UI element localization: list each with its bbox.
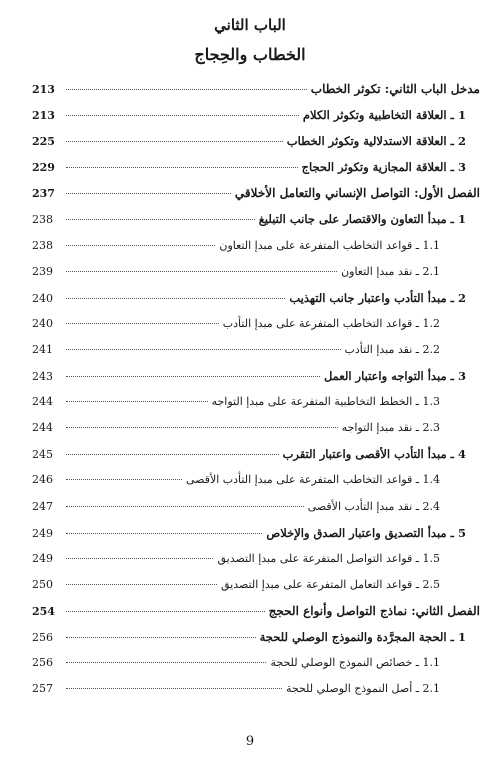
toc-entry-page: 229 — [32, 161, 55, 175]
dot-leader — [66, 627, 256, 638]
dot-leader — [66, 469, 182, 480]
toc-entry-title: 1 ـ الحجة المجرَّدة والنموذج الوصلي للحجة — [259, 629, 466, 644]
toc-entry-page: 239 — [32, 264, 53, 278]
part-heading: الباب الثاني — [214, 16, 286, 34]
toc-entry-page: 244 — [32, 395, 53, 409]
toc-entry-title: 1.2 ـ قواعد التخاطب المتفرعة على مبدإ التأدب — [222, 316, 440, 330]
toc-entry-page: 225 — [32, 135, 55, 149]
toc-entry-title: 1 ـ مبدأ التعاون والاقتصار على جانب التبليغ — [258, 212, 466, 227]
toc-entry-title: 1.5 ـ قواعد التواصل المتفرعة على مبدإ التصديق — [217, 551, 440, 565]
dot-leader — [66, 157, 298, 168]
toc-entry-page: 254 — [32, 604, 55, 618]
toc-entry — [32, 520, 480, 546]
toc-entry-title: 1.4 ـ قواعد التخاطب المتفرعة على مبدإ التأدب الأقصى — [186, 473, 440, 487]
toc-entry — [32, 598, 480, 624]
toc-entry — [32, 259, 480, 285]
toc-entry-page: 240 — [32, 316, 53, 330]
toc-entry — [32, 572, 480, 598]
toc-entry-page: 213 — [32, 109, 55, 123]
toc-entry — [32, 337, 480, 363]
toc-entry-title: 2.2 ـ نقد مبدإ التأدب — [344, 342, 440, 356]
toc-entry — [32, 311, 480, 337]
toc-entry — [32, 206, 480, 232]
toc-entry — [32, 233, 480, 259]
toc-entry-page: 237 — [32, 187, 55, 201]
toc-entry-title: مدخل الباب الثاني: تكوثر الخطاب — [310, 82, 480, 96]
toc-entry-page: 256 — [32, 630, 53, 644]
toc-entry-title: 1.1 ـ خصائص النموذج الوصلي للحجة — [270, 656, 440, 670]
toc-entry — [32, 441, 480, 467]
toc-entry-page: 213 — [32, 83, 55, 96]
table-of-contents — [32, 76, 480, 702]
toc-entry-title: 2.1 ـ نقد مبدإ التعاون — [341, 264, 440, 278]
dot-leader — [66, 105, 299, 116]
dot-leader — [66, 261, 337, 272]
toc-entry — [32, 624, 480, 650]
toc-entry — [32, 494, 480, 520]
toc-entry — [32, 128, 480, 154]
toc-entry — [32, 102, 480, 128]
toc-entry-page: 243 — [32, 370, 53, 384]
toc-entry-page: 249 — [32, 526, 53, 540]
toc-entry-title: الفصل الأول: التواصل الإنساني والتعامل الأخلاقي — [234, 186, 480, 201]
dot-leader — [66, 288, 285, 299]
dot-leader — [66, 444, 279, 455]
dot-leader — [66, 209, 255, 220]
toc-entry — [32, 154, 480, 180]
toc-entry-page: 240 — [32, 291, 53, 305]
toc-entry-page: 246 — [32, 473, 53, 487]
toc-entry-page: 238 — [32, 238, 53, 252]
toc-entry — [32, 467, 480, 493]
toc-entry-page: 250 — [32, 577, 53, 591]
toc-entry — [32, 285, 480, 311]
toc-entry — [32, 650, 480, 676]
toc-entry-page: 241 — [32, 342, 53, 356]
dot-leader — [66, 366, 320, 377]
toc-entry-title: 3 ـ العلاقة المجازية وتكوثر الحجاج — [301, 160, 466, 175]
toc-entry-page: 238 — [32, 213, 53, 227]
toc-entry-page: 245 — [32, 448, 53, 462]
dot-leader — [66, 417, 338, 428]
toc-entry-title: 2 ـ العلاقة الاستدلالية وتكوثر الخطاب — [286, 134, 466, 149]
toc-entry-page: 247 — [32, 499, 53, 513]
toc-entry-page: 257 — [32, 682, 53, 696]
dot-leader — [66, 339, 341, 350]
page-number: 9 — [245, 734, 255, 749]
toc-entry-title: 2.5 ـ قواعد التعامل المتفرعة على مبدإ التصديق — [220, 577, 440, 591]
toc-entry-title: 1.3 ـ الخطط التخاطبية المتفرعة على مبدإ التواجه — [211, 395, 440, 409]
toc-entry-title: 1.1 ـ قواعد التخاطب المتفرعة على مبدإ التعاون — [219, 238, 440, 252]
toc-entry-title: 5 ـ مبدأ التصديق واعتبار الصدق والإخلاص — [266, 525, 466, 540]
dot-leader — [66, 678, 282, 689]
dot-leader — [66, 183, 231, 194]
toc-entry — [32, 546, 480, 572]
toc-entry-title: 2.4 ـ نقد مبدإ التأدب الأقصى — [307, 499, 440, 513]
toc-entry-title: الفصل الثاني: نماذج التواصل وأنواع الحجج — [268, 603, 480, 618]
toc-entry — [32, 180, 480, 206]
toc-entry-title: 3 ـ مبدأ التواجه واعتبار العمل — [323, 369, 466, 384]
toc-entry-title: 2.3 ـ نقد مبدإ التواجه — [341, 421, 440, 435]
dot-leader — [66, 574, 217, 585]
dot-leader — [66, 523, 262, 534]
toc-entry — [32, 676, 480, 702]
dot-leader — [66, 235, 215, 246]
toc-entry-page: 244 — [32, 421, 53, 435]
dot-leader — [66, 131, 283, 142]
toc-entry-title: 4 ـ مبدأ التأدب الأقصى واعتبار التقرب — [282, 447, 466, 462]
dot-leader — [66, 313, 219, 324]
toc-entry-title: 1 ـ العلاقة التخاطبية وتكوثر الكلام — [302, 108, 466, 123]
dot-leader — [66, 391, 208, 402]
dot-leader — [66, 652, 266, 663]
dot-leader — [66, 601, 265, 612]
dot-leader — [66, 496, 304, 507]
toc-entry — [32, 363, 480, 389]
toc-entry-title: 2 ـ مبدأ التأدب واعتبار جانب التهذيب — [289, 290, 466, 305]
toc-entry — [32, 76, 480, 102]
toc-entry — [32, 389, 480, 415]
dot-leader — [66, 548, 213, 559]
toc-entry-title: 2.1 ـ أصل النموذج الوصلي للحجة — [285, 682, 440, 696]
toc-entry-page: 249 — [32, 551, 53, 565]
toc-entry-page: 256 — [32, 656, 53, 670]
part-title: الخطاب والحِجاج — [194, 45, 306, 64]
dot-leader — [66, 79, 307, 90]
toc-entry — [32, 415, 480, 441]
